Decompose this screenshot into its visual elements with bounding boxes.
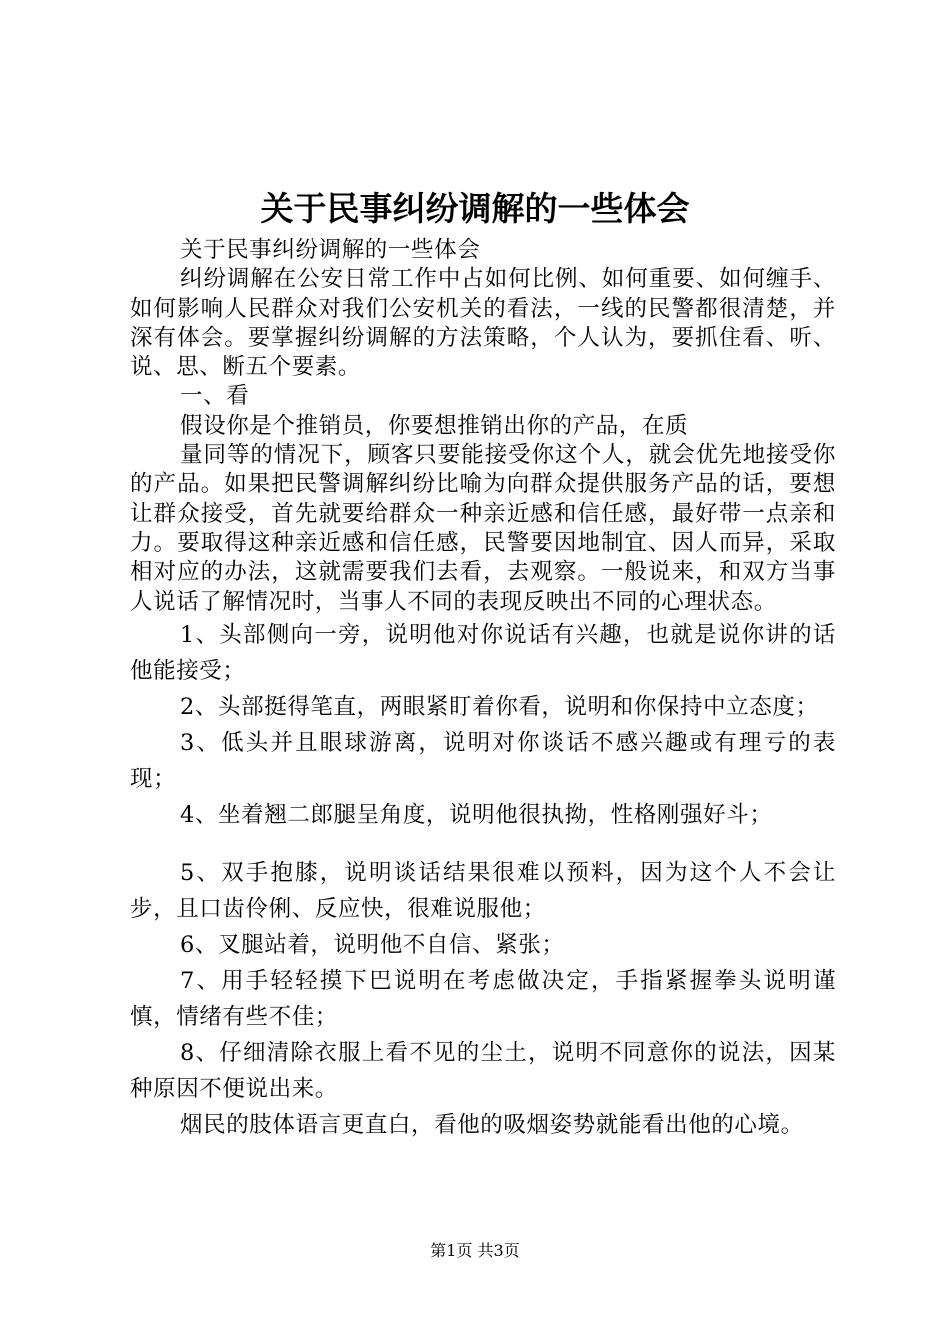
blank-line — [130, 833, 836, 855]
list-item-3: 3、低头并且眼球游离，说明对你谈话不感兴趣或有理亏的表现； — [130, 729, 836, 792]
paragraph-salesman: 假设你是个推销员，你要想推销出你的产品，在质 — [180, 412, 689, 439]
subtitle-paragraph: 关于民事纠纷调解的一些体会 — [180, 237, 481, 263]
section-heading-look: 一、看 — [180, 383, 250, 410]
document-body — [130, 236, 836, 1143]
list-item-1: 1、头部侧向一旁，说明他对你说话有兴趣，也就是说你讲的话他能接受； — [130, 621, 836, 684]
paragraph-smokers: 烟民的肢体语言更直白，看他的吸烟姿势就能看出他的心境。 — [180, 1111, 804, 1138]
list-item-8: 8、仔细清除衣服上看不见的尘土，说明不同意你的说法，因某种原因不便说出来。 — [130, 1039, 836, 1102]
paragraph-quality: 量同等的情况下，顾客只要能接受你这个人，就会优先地接受你的产品。如果把民警调解纠纷比喻为向群众提供服务产品的话，要想让群众接受，首先就要给群众一种亲近感和信任感，最好带一点亲和力。要取得这种亲近感和信任感，民警要因地制宜、因人而异，采取相对应的办法，这就需要我们去看，去观察。一般说来，和双方当事人说话了解情况时，当事人不同的表现反映出不同的心理状态。 — [130, 442, 836, 615]
page-number-footer: 第1页 共3页 — [430, 1241, 520, 1260]
document-title: 关于民事纠纷调解的一些体会 — [260, 189, 690, 228]
list-item-4: 4、坐着翘二郎腿呈角度，说明他很执拗，性格刚强好斗； — [180, 801, 773, 828]
list-item-2: 2、头部挺得笔直，两眼紧盯着你看，说明和你保持中立态度； — [180, 693, 819, 720]
list-item-5: 5、双手抱膝，说明谈话结果很难以预料，因为这个人不会让步，且口齿伶俐、反应快，很难说服他； — [130, 859, 836, 922]
intro-paragraph: 纠纷调解在公安日常工作中占如何比例、如何重要、如何缠手、如何影响人民群众对我们公安机关的看法，一线的民警都很清楚，并深有体会。要掌握纠纷调解的方法策略，个人认为，要抓住看、听、说、思、断五个要素。 — [130, 266, 836, 381]
list-item-6: 6、叉腿站着，说明他不自信、紧张； — [180, 931, 565, 958]
list-item-7: 7、用手轻轻摸下巴说明在考虑做决定，手指紧握拳头说明谨慎，情绪有些不佳； — [130, 967, 836, 1030]
